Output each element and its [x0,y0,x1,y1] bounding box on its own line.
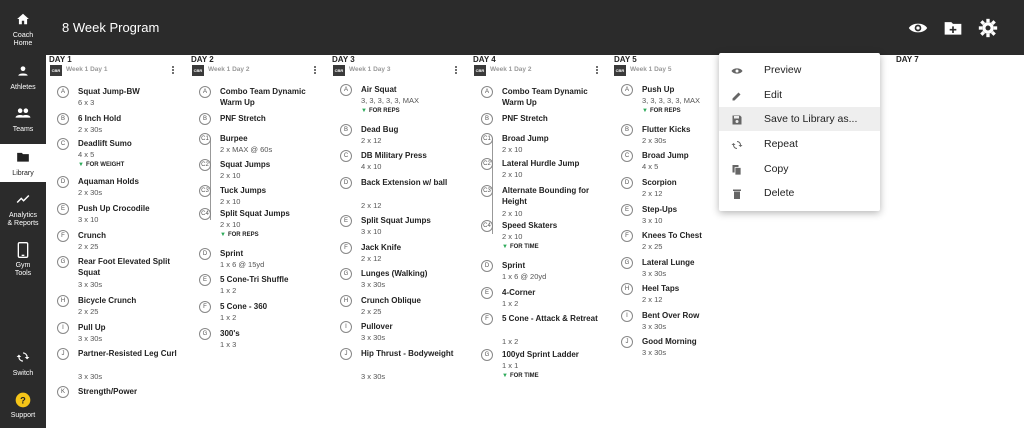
exercise-name: Air Squat [361,85,397,94]
exercise-sets: 3 x 10 [642,216,663,225]
exercise-sets: 2 x 12 [361,136,382,145]
exercise-order-badge: B [621,124,633,136]
exercise-name: Dead Bug [361,125,399,134]
exercise-sets: 3 x 10 [361,227,382,236]
exercise-order-badge: C3 [199,185,211,197]
exercise-order-badge: A [481,86,493,98]
exercise-item[interactable] [57,138,187,168]
exercise-sets: 3 x 30s [642,269,667,278]
exercise-name: Push Up [642,85,675,94]
exercise-sets: 1 x 6 @ 20yd [502,272,547,281]
exercise-name: Alternate Bounding for Height [502,186,590,206]
exercise-sets: 4 x 10 [361,162,382,171]
exercise-name: Combo Team Dynamic Warm Up [502,87,588,107]
exercise-name: Pullover [361,322,393,331]
sidebar-item-coach-home[interactable] [0,12,46,50]
exercise-order-badge: A [199,86,211,98]
exercise-order-badge: C [340,150,352,162]
exercise-order-badge: G [57,256,69,268]
sidebar-item-switch[interactable] [0,350,46,378]
sidebar-item-label: Teams [12,126,34,133]
exercise-sets: 2 x 25 [78,307,99,316]
exercise-order-badge: D [481,260,493,272]
exercise-order-badge: J [621,336,633,348]
exercise-item[interactable] [57,295,187,325]
exercise-item[interactable] [340,177,470,210]
exercise-sets: 4 x 5 [642,162,659,171]
cbr-logo: CBR [333,65,345,76]
exercise-order-badge: E [57,203,69,215]
sidebar-item-gym-tools[interactable] [0,242,46,280]
goal-marker-icon: ▼ [502,373,508,379]
exercise-sets: 2 x 30s [642,136,667,145]
workout-week-label: Week 1 Day 1 [66,66,108,73]
exercise-order-badge: E [481,287,493,299]
exercise-sets: 2 x 12 [642,189,663,198]
svg-text:?: ? [20,395,26,406]
workout-week-label: Week 1 Day 2 [490,66,532,73]
exercise-item[interactable] [199,301,329,331]
sidebar-item-label: Switch [12,370,34,377]
exercise-sets: 3 x 30s [78,280,103,289]
exercise-goal-tag [502,372,539,380]
sidebar-item-label: & Reports [7,220,39,227]
exercise-order-badge: A [621,84,633,96]
goal-tag-label: FOR TIME [509,244,539,250]
workout-week-label: Week 1 Day 2 [208,66,250,73]
exercise-order-badge: H [340,295,352,307]
exercise-order-badge: C4 [199,208,211,220]
exercise-order-badge: C2 [481,158,493,170]
exercise-name: Heel Taps [642,284,680,293]
exercise-order-badge: C2 [199,159,211,171]
exercise-name: Sprint [220,249,244,258]
exercise-sets: 2 x 12 [361,201,382,210]
exercise-sets: 3 x 30s [361,372,386,381]
exercise-order-badge: C [57,138,69,150]
exercise-order-badge: F [199,301,211,313]
menu-item-label: Preview [764,64,802,76]
day-label: DAY 2 [191,55,214,64]
exercise-item[interactable] [340,268,470,298]
exercise-item[interactable] [340,150,470,180]
exercise-name: Lunges (Walking) [361,269,428,278]
exercise-order-badge: E [621,204,633,216]
exercise-item[interactable] [340,348,470,381]
exercise-item[interactable] [481,313,611,346]
goal-marker-icon: ▼ [642,108,648,114]
repeat-icon [731,138,743,150]
exercise-item[interactable] [199,208,329,238]
exercise-name: Squat Jumps [220,160,271,169]
day-column-header [192,65,328,77]
workout-card-header [333,65,469,77]
day-column-header [474,65,610,77]
workout-week-label: Week 1 Day 3 [349,66,391,73]
exercise-sets: 2 x 25 [642,242,663,251]
exercise-name: 6 Inch Hold [78,114,122,123]
exercise-order-badge: G [621,257,633,269]
exercise-sets: 6 x 3 [78,98,95,107]
exercise-sets: 3 x 30s [642,322,667,331]
save-icon [731,113,743,125]
goal-tag-label: FOR REPS [368,108,400,114]
exercise-name: Lateral Hurdle Jump [502,159,580,168]
goal-marker-icon: ▼ [220,232,226,238]
goal-tag-label: FOR TIME [509,373,539,379]
exercise-item[interactable] [340,84,470,114]
sidebar-item-label: Coach [12,32,34,39]
exercise-sets: 3 x 30s [642,348,667,357]
exercise-sets: 2 x 10 [502,170,523,179]
exercise-name: Sprint [502,261,526,270]
goal-tag-label: FOR REPS [649,108,681,114]
group-icon [0,106,46,124]
exercise-name: 5 Cone - 360 [220,302,268,311]
menu-item-save-to-library[interactable] [719,107,880,131]
exercise-item[interactable] [57,176,187,206]
exercise-sets: 3 x 30s [361,280,386,289]
day-column-header [50,65,186,77]
exercise-sets: 4 x 5 [78,150,95,159]
goal-marker-icon: ▼ [78,162,84,168]
exercise-order-badge: C1 [481,133,493,145]
sidebar-item-label: Tools [14,270,32,277]
exercise-goal-tag [220,231,259,239]
exercise-order-badge: C1 [199,133,211,145]
pencil-icon [731,89,743,101]
exercise-name: Jack Knife [361,243,402,252]
exercise-name: PNF Stretch [502,114,548,123]
sidebar-item-support[interactable] [0,392,46,422]
cbr-logo: CBR [50,65,62,76]
workout-card-header [192,65,328,77]
menu-item-repeat[interactable] [719,132,880,156]
exercise-order-badge: F [57,230,69,242]
day-label: DAY 1 [49,55,72,64]
exercise-order-badge: B [340,124,352,136]
exercise-name: Combo Team Dynamic Warm Up [220,87,306,107]
exercise-sets: 2 x 12 [361,254,382,263]
exercise-order-badge: J [340,348,352,360]
exercise-goal-tag [361,107,400,115]
sidebar-item-label: Gym [15,262,31,269]
goal-tag-label: FOR WEIGHT [85,162,125,168]
exercise-name: Split Squat Jumps [361,216,431,225]
exercise-order-badge: I [340,321,352,333]
exercise-item[interactable] [481,260,611,290]
gear-icon[interactable] [978,18,998,38]
exercise-order-badge: B [481,113,493,125]
exercise-order-badge: G [340,268,352,280]
trend-icon [0,192,46,210]
exercise-order-badge: H [57,295,69,307]
exercise-sets: 3, 3, 3, 3, 3, MAX [642,96,700,105]
exercise-item[interactable] [621,283,751,313]
day-label: DAY 5 [614,55,637,64]
exercise-sets: 3, 3, 3, 3, 3, MAX [361,96,419,105]
exercise-name: Aquaman Holds [78,177,139,186]
exercise-name: Crunch Oblique [361,296,421,305]
exercise-name: Squat Jump-BW [78,87,140,96]
sidebar-item-analytics[interactable] [0,192,46,230]
exercise-name: Push Up Crocodile [78,204,150,213]
workout-context-menu [719,53,880,211]
exercise-item[interactable] [481,86,611,116]
workout-week-label: Week 1 Day 5 [630,66,672,73]
exercise-sets: 3 x 30s [361,333,386,342]
exercise-order-badge: F [481,313,493,325]
menu-item-preview[interactable] [719,58,880,82]
exercise-sets: 3 x 30s [78,334,103,343]
sidebar-item-label: Library [12,170,34,177]
exercise-sets: 1 x 1 [502,361,519,370]
goal-marker-icon: ▼ [361,108,367,114]
exercise-order-badge: C4 [481,220,493,232]
exercise-sets: 2 x 30s [78,188,103,197]
help-icon [0,392,46,410]
menu-item-label: Edit [764,89,783,101]
exercise-order-badge: D [57,176,69,188]
exercise-order-badge: G [481,349,493,361]
exercise-name: 5 Cone - Attack & Retreat [502,314,598,323]
exercise-sets: 2 x 12 [642,295,663,304]
exercise-order-badge: E [340,215,352,227]
exercise-order-badge: B [57,113,69,125]
day-label: DAY 7 [896,55,919,64]
menu-item-label: Save to Library as... [764,113,858,125]
exercise-name: Flutter Kicks [642,125,691,134]
exercise-name: Lateral Lunge [642,258,695,267]
menu-item-edit[interactable] [719,83,880,107]
exercise-item[interactable] [621,336,751,366]
exercise-item[interactable] [57,386,187,416]
exercise-sets: 2 x 10 [502,209,523,218]
exercise-item[interactable] [621,230,751,260]
exercise-name: Pull Up [78,323,106,332]
sidebar-item-label: Support [10,412,36,419]
exercise-sets: 3 x 10 [78,215,99,224]
exercise-name: Burpee [220,134,248,143]
exercise-order-badge: E [199,274,211,286]
sidebar [0,0,46,428]
exercise-order-badge: A [57,86,69,98]
more-options-icon[interactable] [312,65,318,77]
exercise-item[interactable] [57,348,187,381]
exercise-name: Partner-Resisted Leg Curl [78,349,177,358]
workout-card-header [50,65,186,77]
exercise-item[interactable] [481,185,611,218]
exercise-order-badge: C [621,150,633,162]
exercise-name: Bent Over Row [642,311,700,320]
exercise-item[interactable] [199,328,329,358]
add-folder-icon[interactable] [943,18,963,38]
exercise-sets: 2 x 10 [220,220,241,229]
cbr-logo: CBR [614,65,626,76]
exercise-name: 300's [220,329,240,338]
exercise-sets: 1 x 3 [220,340,237,349]
exercise-goal-tag [78,161,124,169]
exercise-sets: 2 x 10 [502,232,523,241]
exercise-sets: 3 x 30s [78,372,103,381]
exercise-name: 4-Corner [502,288,536,297]
exercise-sets: 1 x 6 @ 15yd [220,260,265,269]
cbr-logo: CBR [192,65,204,76]
exercise-name: Broad Jump [502,134,549,143]
exercise-order-badge: D [621,177,633,189]
exercise-item[interactable] [481,220,611,250]
exercise-goal-tag [642,107,681,115]
exercise-name: Split Squat Jumps [220,209,290,218]
exercise-sets: 2 x 30s [78,125,103,134]
exercise-item[interactable] [340,321,470,351]
exercise-sets: 2 x MAX @ 60s [220,145,273,154]
menu-item-copy[interactable] [719,157,880,181]
exercise-name: Good Morning [642,337,697,346]
exercise-order-badge: D [340,177,352,189]
exercise-sets: 1 x 2 [502,299,519,308]
exercise-order-badge: K [57,386,69,398]
exercise-name: Strength/Power [78,387,138,396]
exercise-name: Step-Ups [642,205,678,214]
page-title: 8 Week Program [62,20,160,35]
sidebar-item-teams[interactable] [0,106,46,134]
exercise-sets: 1 x 2 [220,286,237,295]
exercise-item[interactable] [57,203,187,233]
exercise-order-badge: A [340,84,352,96]
day-column-header [333,65,469,77]
preview-eye-icon[interactable] [908,18,928,38]
exercise-name: 5 Cone-Tri Shuffle [220,275,289,284]
exercise-name: Hip Thrust - Bodyweight [361,349,454,358]
eye-icon [731,64,743,76]
sidebar-item-library[interactable] [0,144,46,182]
cbr-logo: CBR [474,65,486,76]
exercise-order-badge: I [621,310,633,322]
top-bar [46,0,1024,55]
exercise-item[interactable] [340,215,470,245]
exercise-name: Rear Foot Elevated Split Squat [78,257,171,277]
exercise-goal-tag [502,243,539,251]
day-label: DAY 4 [473,55,496,64]
sidebar-item-athletes[interactable] [0,64,46,92]
exercise-sets: 2 x 25 [78,242,99,251]
exercise-item[interactable] [57,256,187,289]
menu-item-delete[interactable] [719,181,880,205]
exercise-order-badge: G [199,328,211,340]
exercise-order-badge: I [57,322,69,334]
more-options-icon[interactable] [594,65,600,77]
exercise-sets: 2 x 10 [220,197,241,206]
tablet-icon [0,242,46,260]
more-options-icon[interactable] [453,65,459,77]
exercise-name: Knees To Chest [642,231,702,240]
exercise-order-badge: F [621,230,633,242]
menu-item-label: Copy [764,163,789,175]
exercise-item[interactable] [481,349,611,379]
goal-marker-icon: ▼ [502,244,508,250]
exercise-name: Back Extension w/ ball [361,178,448,187]
home-icon [0,12,46,30]
sidebar-item-label: Athletes [10,84,36,91]
exercise-order-badge: B [199,113,211,125]
exercise-order-badge: J [57,348,69,360]
exercise-sets: 1 x 2 [502,337,519,346]
exercise-order-badge: D [199,248,211,260]
exercise-name: 100yd Sprint Ladder [502,350,579,359]
exercise-name: Speed Skaters [502,221,558,230]
trash-icon [731,187,743,199]
exercise-item[interactable] [199,274,329,304]
sidebar-item-label: Analytics [8,212,37,219]
exercise-sets: 2 x 10 [502,145,523,154]
exercise-order-badge: F [340,242,352,254]
goal-tag-label: FOR REPS [227,232,259,238]
exercise-sets: 2 x 25 [361,307,382,316]
exercise-name: Tuck Jumps [220,186,267,195]
switch-icon [0,350,46,368]
exercise-name: DB Military Press [361,151,427,160]
menu-item-label: Delete [764,187,795,199]
exercise-order-badge: H [621,283,633,295]
folder-icon [0,150,46,168]
exercise-sets: 1 x 2 [220,313,237,322]
exercise-name: Broad Jump [642,151,689,160]
exercise-name: PNF Stretch [220,114,266,123]
exercise-name: Deadlift Sumo [78,139,132,148]
exercise-item[interactable] [57,86,187,116]
more-options-icon[interactable] [170,65,176,77]
workout-card-header [474,65,610,77]
person-icon [0,64,46,82]
exercise-sets: 2 x 10 [220,171,241,180]
sidebar-item-label: Home [13,40,33,47]
exercise-order-badge: C3 [481,185,493,197]
exercise-name: Crunch [78,231,106,240]
exercise-item[interactable] [199,86,329,116]
exercise-name: Scorpion [642,178,677,187]
copy-icon [731,163,743,175]
day-label: DAY 3 [332,55,355,64]
exercise-name: Bicycle Crunch [78,296,137,305]
exercise-item[interactable] [481,158,611,188]
menu-item-label: Repeat [764,138,798,150]
